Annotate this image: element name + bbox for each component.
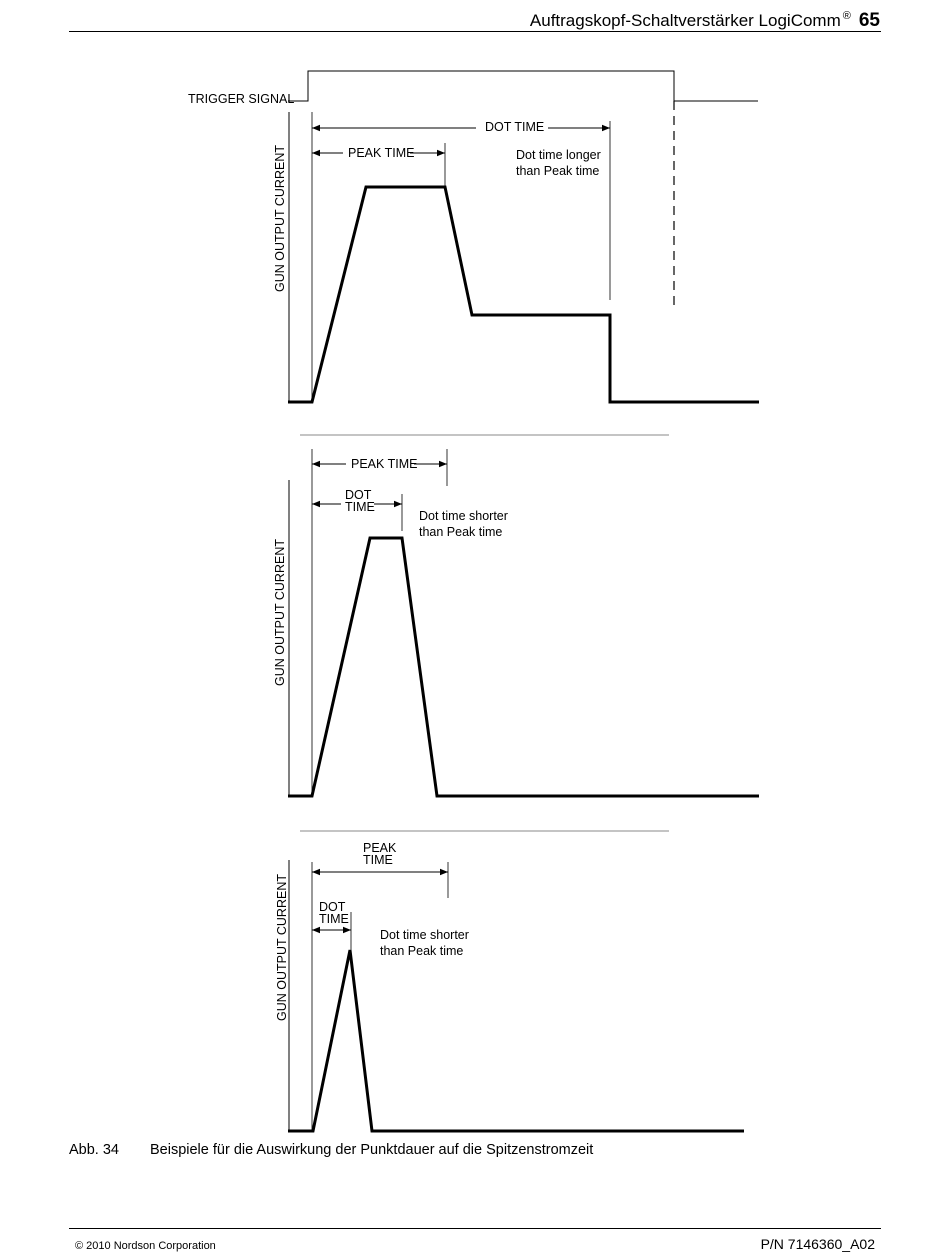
- note-line-2: than Peak time: [516, 164, 600, 178]
- dot-label-line-1: DOT: [319, 900, 346, 914]
- peak-time-label: PEAK TIME: [348, 146, 415, 160]
- dot-time-label: DOT TIME: [485, 120, 545, 134]
- figure-caption: [69, 1142, 593, 1158]
- note-line-1: Dot time longer: [516, 148, 601, 162]
- peak-label-line-2: TIME: [363, 853, 393, 867]
- caption-text: Beispiele für die Auswirkung der Punktdauer auf die Spitzenstromzeit: [150, 1142, 594, 1158]
- dot-label-line-2: TIME: [319, 912, 349, 926]
- registered-mark: ®: [842, 10, 851, 22]
- peak-label-line-1: PEAK: [363, 841, 397, 855]
- current-axis-label: GUN OUTPUT CURRENT: [275, 874, 289, 1021]
- current-axis-label: GUN OUTPUT CURRENT: [273, 539, 287, 686]
- diagram-dot-longer-than-peak: [188, 71, 759, 402]
- footer-part-number: P/N 7146360_A02: [760, 1236, 875, 1252]
- page-number: 65: [858, 10, 880, 31]
- note-line-1: Dot time shorter: [419, 509, 508, 523]
- trigger-signal-label: TRIGGER SIGNAL: [188, 92, 295, 106]
- current-axis-label: GUN OUTPUT CURRENT: [273, 145, 287, 292]
- note-line-2: than Peak time: [419, 525, 503, 539]
- diagram-dot-much-shorter-than-peak: [275, 841, 744, 1132]
- header-title: Auftragskopf-Schaltverstärker LogiComm: [529, 11, 841, 30]
- dot-label-line-1: DOT: [345, 488, 372, 502]
- trigger-signal-waveform: [288, 71, 758, 101]
- footer-rule: [69, 1228, 881, 1229]
- peak-time-label: PEAK TIME: [351, 457, 418, 471]
- note-line-2: than Peak time: [380, 944, 464, 958]
- output-current-waveform: [288, 950, 744, 1131]
- dot-label-line-2: TIME: [345, 500, 375, 514]
- output-current-waveform: [288, 538, 759, 796]
- output-current-waveform: [288, 187, 759, 402]
- footer-copyright: © 2010 Nordson Corporation: [75, 1240, 216, 1252]
- note-line-1: Dot time shorter: [380, 928, 469, 942]
- diagram-dot-shorter-than-peak: [273, 449, 759, 796]
- caption-number: Abb. 34: [69, 1142, 119, 1158]
